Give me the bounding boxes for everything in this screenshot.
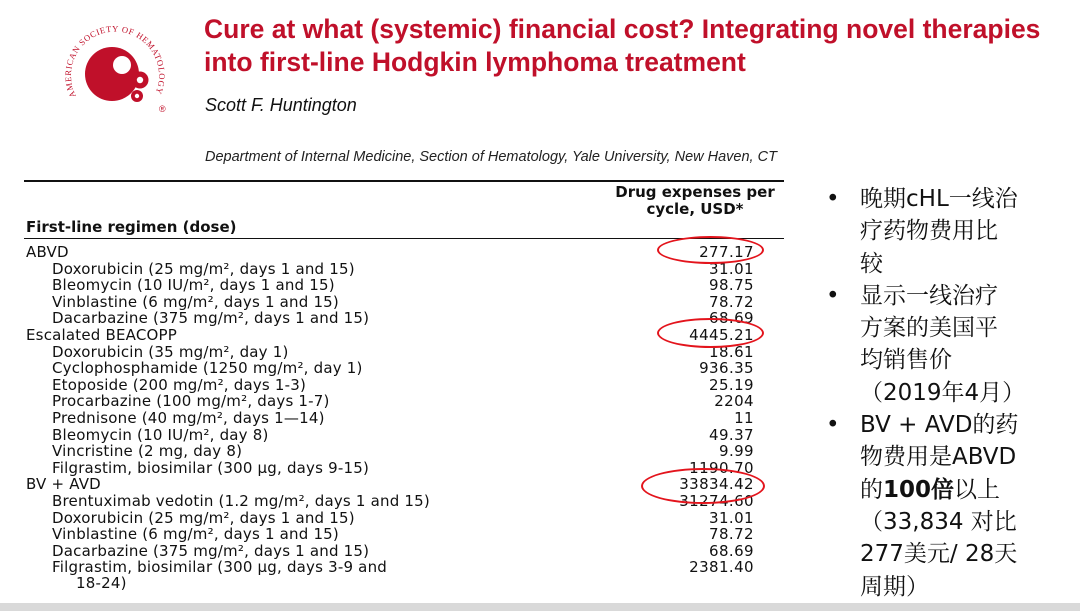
bullet-item-us-price: • 显示一线治疗 方案的美国平 均销售价 （2019年4月） bbox=[826, 280, 1066, 409]
regimen-label: Escalated BEACOPP bbox=[26, 326, 178, 344]
paper-title: Cure at what (systemic) financial cost? Integrating novel therapies into first-line Hodgkin lymphoma treatment bbox=[204, 14, 1041, 77]
table-row bbox=[24, 393, 784, 410]
table-row bbox=[24, 377, 784, 394]
expense-value: 9.99 bbox=[719, 442, 754, 461]
department-affiliation: Department of Internal Medicine, Section of Hematology, Yale University, New Haven, CT bbox=[205, 149, 777, 165]
regimen-label: Dacarbazine (375 mg/m², days 1 and 15) bbox=[52, 541, 370, 560]
expense-value: 25.19 bbox=[709, 375, 754, 394]
bullet-marker: • bbox=[826, 412, 840, 439]
expense-value: 31.01 bbox=[709, 259, 754, 278]
highlight-oval-abvd bbox=[657, 236, 764, 264]
svg-text:AMERICAN SOCIETY OF HEMATOLOGY: AMERICAN SOCIETY OF HEMATOLOGY bbox=[62, 23, 168, 100]
expense-value: 936.35 bbox=[699, 359, 754, 378]
bullet-item-comparison: • 晚期cHL一线治 疗药物费用比 较 bbox=[826, 183, 1066, 280]
author-name: Scott F. Huntington bbox=[205, 95, 357, 115]
column-header-expense: Drug expenses per cycle, USD* bbox=[615, 183, 775, 218]
regimen-label: Bleomycin (10 IU/m², days 1 and 15) bbox=[52, 276, 335, 295]
table-header-rule bbox=[24, 238, 784, 239]
table-row bbox=[24, 277, 784, 294]
bullet-marker: • bbox=[826, 282, 840, 309]
expense-value: 33834.42 bbox=[679, 475, 754, 494]
expense-value: 78.72 bbox=[709, 525, 754, 544]
regimen-label: Procarbazine (100 mg/m², days 1-7) bbox=[52, 392, 330, 411]
table-row bbox=[24, 344, 784, 361]
expense-value: 98.75 bbox=[709, 276, 754, 295]
table-row bbox=[24, 543, 784, 560]
regimen-label: Cyclophosphamide (1250 mg/m², day 1) bbox=[52, 359, 363, 378]
slide-bottom-bar bbox=[0, 603, 1080, 611]
regimen-label: Etoposide (200 mg/m², days 1-3) bbox=[52, 375, 307, 394]
highlight-oval-beacopp bbox=[657, 318, 764, 348]
table-row bbox=[24, 410, 784, 427]
table-row bbox=[24, 360, 784, 377]
expense-value: 68.69 bbox=[709, 541, 754, 560]
expense-value: 31.01 bbox=[709, 508, 754, 527]
table-row bbox=[24, 443, 784, 460]
expense-value: 277.17 bbox=[699, 243, 754, 261]
regimen-label: Vinblastine (6 mg/m², days 1 and 15) bbox=[52, 292, 339, 311]
expense-value: 78.72 bbox=[709, 292, 754, 311]
regimen-label: Vinblastine (6 mg/m², days 1 and 15) bbox=[52, 525, 339, 544]
regimen-label: Doxorubicin (25 mg/m², days 1 and 15) bbox=[52, 508, 355, 527]
regimen-label: Filgrastim, biosimilar (300 µg, days 9-15) bbox=[52, 458, 370, 477]
regimen-label: ABVD bbox=[26, 243, 69, 261]
table-row bbox=[24, 294, 784, 311]
regimen-label: Dacarbazine (375 mg/m², days 1 and 15) bbox=[52, 309, 370, 328]
regimen-label: Bleomycin (10 IU/m², day 8) bbox=[52, 425, 269, 444]
svg-text:®: ® bbox=[159, 104, 166, 114]
table-row bbox=[24, 559, 784, 593]
expense-value: 18.61 bbox=[709, 342, 754, 361]
ash-logo bbox=[58, 18, 176, 118]
expense-value: 2381.40 bbox=[689, 558, 754, 577]
bullet-item-bv-avd-cost: • BV + AVD的药 物费用是ABVD 的100倍以上 （33,834 对比 277美元/ 28天 周期） bbox=[826, 409, 1066, 603]
highlight-oval-bv-avd bbox=[641, 468, 765, 504]
bullet-marker: • bbox=[826, 186, 840, 212]
expense-value: 4445.21 bbox=[689, 326, 754, 344]
regimen-label-continued: 18-24) bbox=[76, 574, 127, 593]
regimen-label: BV + AVD bbox=[26, 475, 101, 494]
regimen-label: Filgrastim, biosimilar (300 µg, days 3-9 and bbox=[52, 558, 387, 577]
expense-value: 1190.70 bbox=[689, 458, 754, 477]
expense-value: 11 bbox=[734, 409, 754, 427]
table-row bbox=[24, 427, 784, 444]
regimen-label: Vincristine (2 mg, day 8) bbox=[52, 442, 243, 461]
table-row bbox=[24, 510, 784, 527]
expense-value: 31274.60 bbox=[679, 492, 754, 510]
regimen-label: Doxorubicin (25 mg/m², days 1 and 15) bbox=[52, 259, 355, 278]
table-row bbox=[24, 526, 784, 543]
regimen-label: Brentuximab vedotin (1.2 mg/m², days 1 and 15) bbox=[52, 492, 430, 510]
table-top-rule bbox=[24, 180, 784, 182]
table-row bbox=[24, 261, 784, 278]
column-header-regimen: First-line regimen (dose) bbox=[26, 218, 237, 236]
expense-value: 68.69 bbox=[709, 309, 754, 328]
summary-bullets bbox=[826, 183, 1066, 603]
regimen-label: Doxorubicin (35 mg/m², day 1) bbox=[52, 342, 289, 361]
expense-value: 49.37 bbox=[709, 425, 754, 444]
regimen-label: Prednisone (40 mg/m², days 1—14) bbox=[52, 409, 325, 427]
expense-value: 2204 bbox=[714, 392, 754, 411]
